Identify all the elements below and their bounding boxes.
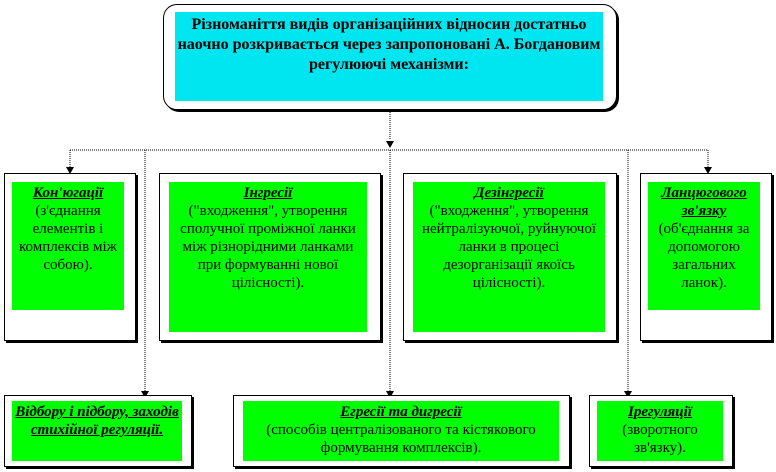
box-ehresii-desc: (способів централізованого та кістякового формування комплексів).	[266, 422, 536, 456]
box-konyuhatsii-desc: (з'єднання елементів і комплексів між собою).	[19, 203, 117, 273]
box-konyuhatsii-title: Кон'югації	[32, 185, 104, 201]
top-box	[163, 4, 617, 110]
box-konyuhatsii	[4, 173, 136, 341]
box-konyuhatsii-inner	[12, 182, 124, 310]
box-lantsyuhovoho-zvyazku	[640, 173, 772, 341]
box-dezinhresii-inner	[413, 182, 605, 332]
box-lantsyuhovoho-title: Ланцюгового зв'язку	[661, 185, 747, 219]
box-vidboru-inner	[12, 401, 182, 461]
box-inhresii-inner	[169, 182, 367, 332]
box-ehresii-ta-dyhresii	[233, 395, 570, 467]
box-vidboru-i-pidboru	[4, 395, 192, 467]
box-ehresii-inner	[243, 401, 559, 461]
box-inhresii-desc: ("входження", утворення сполучної проміжної ланки між різнорідними ланками при формуванні нової цілісності).	[180, 203, 356, 291]
box-irehulyatsii	[589, 395, 733, 467]
box-dezinhresii	[403, 173, 617, 341]
box-inhresii	[159, 173, 381, 341]
box-dezinhresii-title: Дезінгресії	[474, 185, 544, 201]
top-text: Різноманіття видів організаційних відносин достатньо наочно розкривається через запропоновані А. Богдановим регулюючі механізми:	[175, 12, 603, 101]
box-inhresii-title: Інгресії	[243, 185, 293, 201]
box-irehulyatsii-inner	[597, 401, 723, 461]
box-ehresii-title: Егресії та дигресії	[340, 404, 462, 420]
box-lantsyuhovoho-inner	[648, 182, 760, 310]
box-dezinhresii-desc: ("входження", утворення нейтралізуючої, руйнуючої ланки в процесі дезорганізації якоїсь цілісності).	[421, 203, 597, 291]
box-vidboru-title: Відбору і підбору, заходів стихійної регуляції.	[15, 404, 179, 438]
box-lantsyuhovoho-desc: (об'єднання за допомогою загальних ланок).	[658, 221, 750, 291]
box-irehulyatsii-title: Ірегуляції	[628, 404, 692, 420]
box-irehulyatsii-desc: (зворотного зв'язку).	[622, 422, 698, 456]
